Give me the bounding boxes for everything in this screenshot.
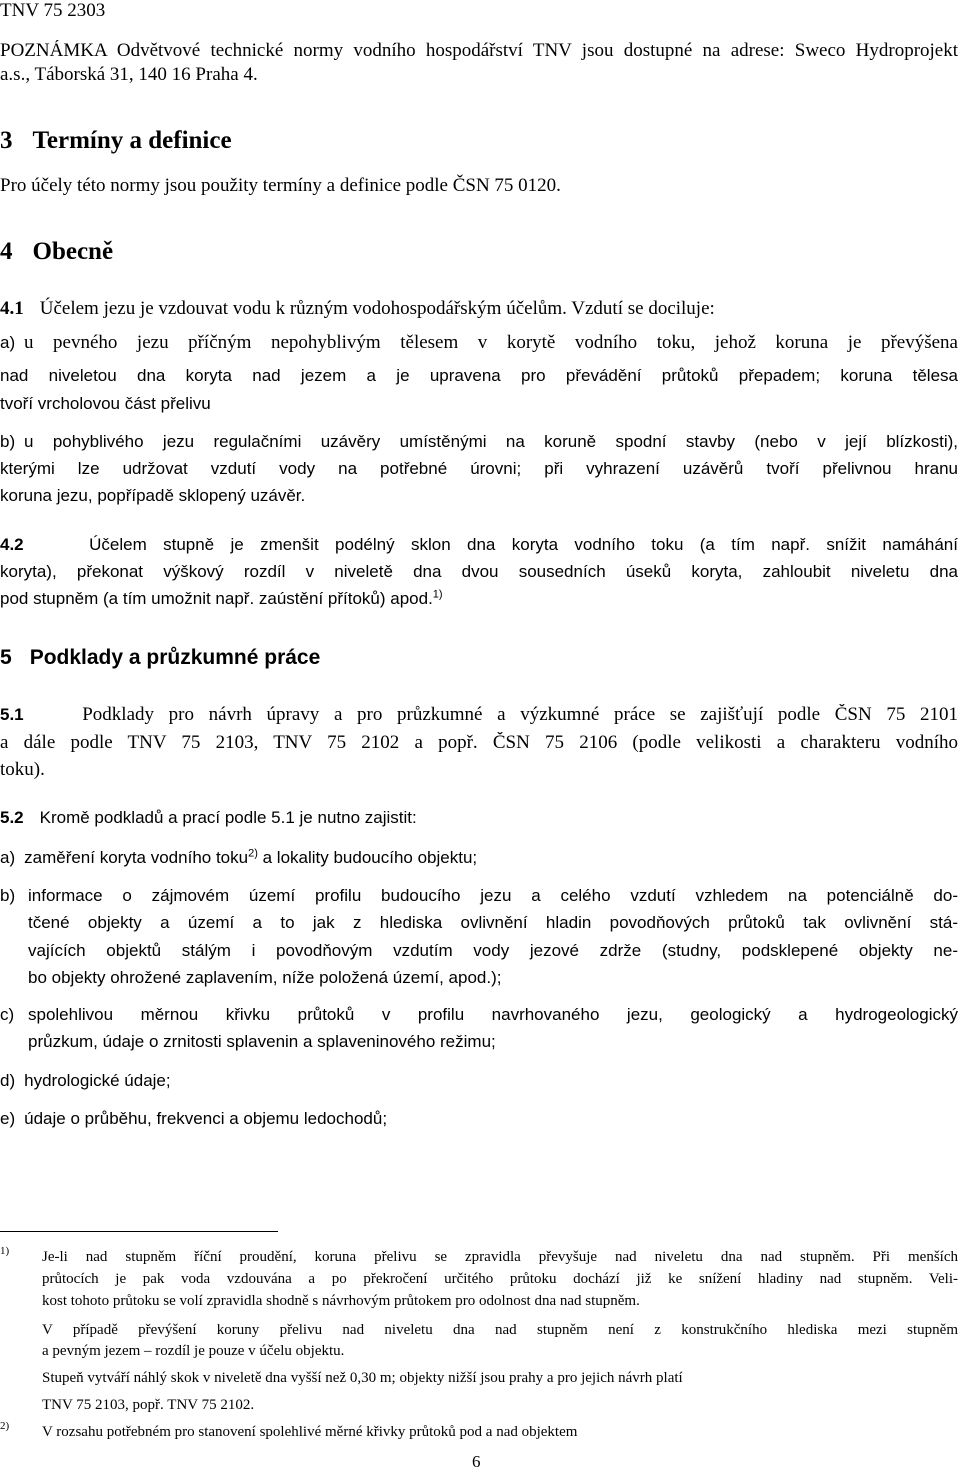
list-item-b-line3: vajících objektů stálým i povodňovým vzdutím vody jezové zdrže (studny, podsklepené objekty ne- [28,941,958,960]
note-text: Odvětvové technické normy vodního hospodářství TNV jsou dostupné na adrese: Sweco Hydroprojekt [116,40,958,61]
footnote-1-line2: průtocích je pak voda vzdouvána a po překročení určitého průtoku dochází již ke snížení hladiny nad stupněm. Veli- [42,1271,958,1287]
paragraph-text: Účelem stupně je zmenšit podélný sklon dna koryta vodního toku (a tím např. snížit namáhání [89,535,958,554]
item-text: údaje o průběhu, frekvenci a objemu ledochodů; [24,1109,388,1128]
paragraph-number: 4.1 [0,298,24,319]
footnote-ref-1[interactable]: 1) [432,588,443,601]
section-5-heading [0,646,320,670]
item-b-label: b) [0,432,16,451]
header-note-line1 [0,40,958,62]
item-text: hydrologické údaje; [24,1071,171,1090]
section-4-heading [0,238,113,266]
paragraph-text: Účelem jezu je vzdouvat vodu k různým vodohospodářským účelům. Vzdutí se dociluje: [39,298,715,319]
section-number: 5 [0,646,12,669]
header-note-line2: a.s., Táborská 31, 140 16 Praha 4. [0,64,258,85]
document-id: TNV 75 2303 [0,0,106,21]
item-label: a) [0,848,16,867]
paragraph-number: 5.1 [0,705,24,724]
item-c-label: c) [0,1005,15,1024]
footnote-1-line3: kost tohoto průtoku se volí zpravidla shodně s návrhovým průtokem pro odolnost dna nad stupněm. [42,1293,640,1309]
footnote-1-line5: a pevným jezem – rozdíl je pouze v účelu objektu. [42,1343,345,1359]
paragraph-5-1-line2: a dále podle TNV 75 2103, TNV 75 2102 a popř. ČSN 75 2106 (podle velikosti a charakteru vodního [0,732,958,753]
item-b-label: b) [0,886,16,905]
paragraph-text: pod stupněm (a tím umožnit např. zaústění přítoků) apod. [0,589,433,608]
list-item-e [0,1109,387,1129]
list-item-b-line1: informace o zájmovém území profilu budoucího jezu a celého vzdutí vzhledem na potenciálně do- [28,886,958,905]
item-b-line3: koruna jezu, popřípadě sklopený uzávěr. [0,486,306,505]
list-item-b-line4: bo objekty ohrožené zaplavením, níže položená území, apod.); [28,968,502,987]
item-a-line2: nad niveletou dna koryta nad jezem a je upravena pro převádění průtoků přepadem; koruna tělesa [0,366,958,385]
section-title: Podklady a průzkumné práce [29,646,321,669]
item-text-tail: a lokality budoucího objektu; [262,848,478,867]
paragraph-text: Kromě podkladů a prací podle 5.1 je nutno zajistit: [39,808,417,827]
item-a-label: a) [0,333,16,352]
item-text: zaměření koryta vodního toku [24,848,249,867]
paragraph-number: 5.2 [0,808,24,827]
footnote-1-line1: Je-li nad stupněm říční proudění, koruna přelivu se zpravidla převyšuje nad niveletu dna nad stupněm. Při menších [42,1249,958,1265]
footnote-1-line4: V případě převýšení koruny přelivu nad niveletu dna nad stupněm není z konstrukčního hlediska mezi stupněm [42,1322,958,1338]
paragraph-4-1-line1 [0,298,715,320]
footnote-2-line1: V rozsahu potřebném pro stanovení spolehlivé měrné křivky průtoků pod a nad objektem [42,1424,578,1440]
paragraph-4-2-line2: koryta), překonat výškový rozdíl v niveletě dna dvou sousedních úseků koryta, zahloubit niveletu dna [0,562,958,581]
item-a-line1: u pevného jezu příčným nepohyblivým tělesem v korytě vodního toku, jehož koruna je převýšena [24,332,958,353]
footnote-1-label: 1) [0,1245,10,1257]
item-label: e) [0,1109,16,1128]
list-item-c-line2: průzkum, údaje o zrnitosti splavenin a splaveninového režimu; [28,1032,496,1051]
item-b-line2: kterými lze udržovat vzdutí vody na potřebné úrovni; při vyhrazení uzávěrů tvoří přelivnou hranu [0,459,958,478]
section-title: Termíny a definice [32,127,232,154]
paragraph-number: 4.2 [0,535,24,554]
paragraph-5-1-line3: toku). [0,759,45,780]
section-3-text: Pro účely této normy jsou použity termíny a definice podle ČSN 75 0120. [0,175,561,196]
section-number: 4 [0,238,13,265]
footnote-1-line7: TNV 75 2103, popř. TNV 75 2102. [42,1397,255,1413]
footnote-separator [0,1231,278,1232]
section-number: 3 [0,127,13,154]
item-a-line3: tvoří vrcholovou část přelivu [0,394,211,413]
paragraph-4-2-line1 [0,535,958,555]
item-b-line1: u pohyblivého jezu regulačními uzávěry umístěnými na koruně spodní stavby (nebo v její blízkosti), [24,432,958,451]
note-label: POZNÁMKA [0,40,107,61]
list-item-d [0,1071,171,1091]
paragraph-5-2-intro [0,808,417,828]
list-item-b-line2: tčené objekty a území a to jak z hlediska ovlivnění hladin povodňových průtoků tak ovlivnění stá- [28,913,958,932]
paragraph-5-1-line1 [0,704,958,726]
footnote-1-line6: Stupeň vytváří náhlý skok v niveletě dna vyšší než 0,30 m; objekty nižší jsou prahy a pro jejich návrh platí [42,1370,683,1386]
list-item-c-line1: spolehlivou měrnou křivku průtoků v profilu navrhovaného jezu, geologický a hydrogeologický [28,1005,958,1024]
item-label: d) [0,1071,16,1090]
footnote-ref-2[interactable]: 2) [248,847,258,860]
paragraph-text: Podklady pro návrh úpravy a pro průzkumné a výzkumné práce se zajišťují podle ČSN 75 2101 [82,704,958,725]
list-item-a [0,848,477,868]
paragraph-4-2-line3 [0,589,443,609]
section-3-heading [0,127,232,155]
footnote-2-label: 2) [0,1420,10,1432]
section-title: Obecně [32,238,114,265]
page-number: 6 [472,1452,481,1471]
